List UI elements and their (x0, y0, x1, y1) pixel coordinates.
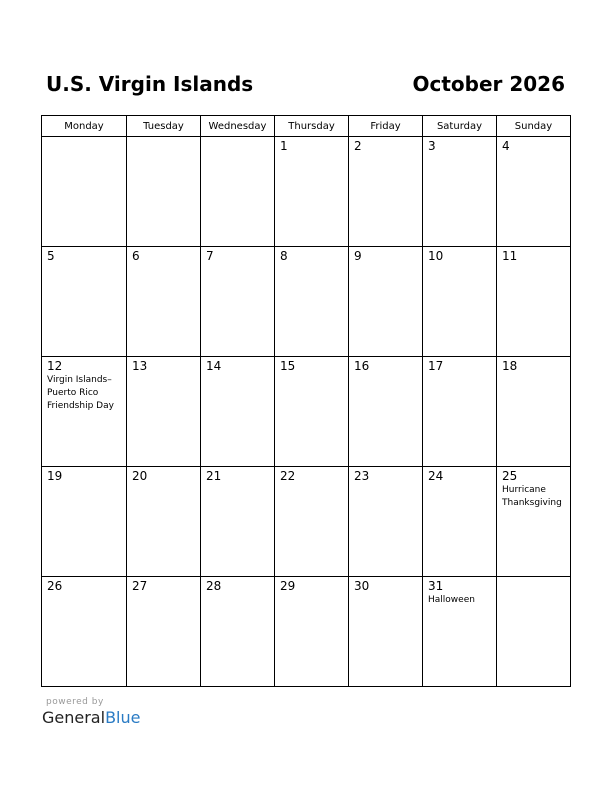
day-number: 12 (47, 359, 63, 373)
day-number: 17 (428, 359, 444, 373)
day-cell (497, 247, 571, 357)
day-number: 10 (428, 249, 444, 263)
day-cell (275, 467, 349, 577)
day-number: 30 (354, 579, 370, 593)
region-title: U.S. Virgin Islands (46, 72, 254, 96)
day-number (127, 137, 200, 139)
day-number: 29 (280, 579, 296, 593)
week-row (42, 137, 571, 247)
generalblue-logo[interactable] (42, 708, 140, 728)
day-cell (127, 137, 201, 247)
day-cell (349, 577, 423, 687)
day-number: 8 (280, 249, 288, 263)
day-number: 2 (354, 139, 362, 153)
holiday-label: Virgin Islands– Puerto Rico Friendship Day (47, 375, 114, 411)
day-number: 1 (280, 139, 288, 153)
weekday-header: Thursday (275, 116, 349, 137)
day-cell (42, 247, 127, 357)
day-cell (423, 357, 497, 467)
holiday-label: Hurricane Thanksgiving (502, 485, 562, 508)
day-number: 9 (354, 249, 362, 263)
day-number (497, 577, 570, 579)
day-cell (42, 137, 127, 247)
day-number: 11 (502, 249, 518, 263)
day-number: 22 (280, 469, 296, 483)
day-number: 19 (47, 469, 63, 483)
week-row (42, 247, 571, 357)
day-cell (349, 357, 423, 467)
weekday-header: Wednesday (201, 116, 275, 137)
day-cell (127, 577, 201, 687)
day-cell (201, 357, 275, 467)
day-cell (349, 467, 423, 577)
week-row (42, 467, 571, 577)
day-cell (201, 577, 275, 687)
day-number: 18 (502, 359, 518, 373)
day-cell (497, 357, 571, 467)
day-number: 21 (206, 469, 222, 483)
day-number: 25 (502, 469, 518, 483)
day-cell (127, 247, 201, 357)
day-cell (423, 247, 497, 357)
day-cell (42, 577, 127, 687)
day-number: 28 (206, 579, 222, 593)
day-cell (42, 467, 127, 577)
day-number: 4 (502, 139, 510, 153)
day-number: 20 (132, 469, 148, 483)
week-row (42, 357, 571, 467)
day-cell (275, 357, 349, 467)
day-cell (275, 137, 349, 247)
brand-name-part1: General (42, 708, 106, 727)
day-number: 16 (354, 359, 370, 373)
day-number: 5 (47, 249, 55, 263)
day-number: 24 (428, 469, 444, 483)
day-number (42, 137, 126, 139)
day-cell (201, 247, 275, 357)
day-cell (201, 137, 275, 247)
day-cell (42, 357, 127, 467)
brand-name-part2: Blue (105, 708, 141, 727)
weekday-header: Monday (42, 116, 127, 137)
day-cell (349, 137, 423, 247)
calendar-grid (41, 115, 571, 687)
day-cell (423, 467, 497, 577)
day-cell (497, 577, 571, 687)
holiday-label: Halloween (428, 595, 475, 605)
day-cell (275, 247, 349, 357)
weekday-header: Saturday (423, 116, 497, 137)
day-cell (423, 577, 497, 687)
day-number: 23 (354, 469, 370, 483)
day-cell (423, 137, 497, 247)
day-cell (275, 577, 349, 687)
weekday-header: Tuesday (127, 116, 201, 137)
day-number: 13 (132, 359, 148, 373)
day-number (201, 137, 274, 139)
day-cell (497, 137, 571, 247)
day-number: 7 (206, 249, 214, 263)
weekday-header: Sunday (497, 116, 571, 137)
day-number: 27 (132, 579, 148, 593)
day-number: 31 (428, 579, 444, 593)
day-cell (127, 467, 201, 577)
day-number: 15 (280, 359, 296, 373)
month-year-title: October 2026 (412, 72, 565, 96)
day-number: 26 (47, 579, 63, 593)
week-row (42, 577, 571, 687)
day-cell (201, 467, 275, 577)
day-cell (127, 357, 201, 467)
day-number: 3 (428, 139, 436, 153)
day-number: 6 (132, 249, 140, 263)
powered-by-text: powered by (46, 697, 104, 707)
day-number: 14 (206, 359, 222, 373)
weekday-header: Friday (349, 116, 423, 137)
weekday-header-row (42, 116, 571, 137)
day-cell (497, 467, 571, 577)
day-cell (349, 247, 423, 357)
